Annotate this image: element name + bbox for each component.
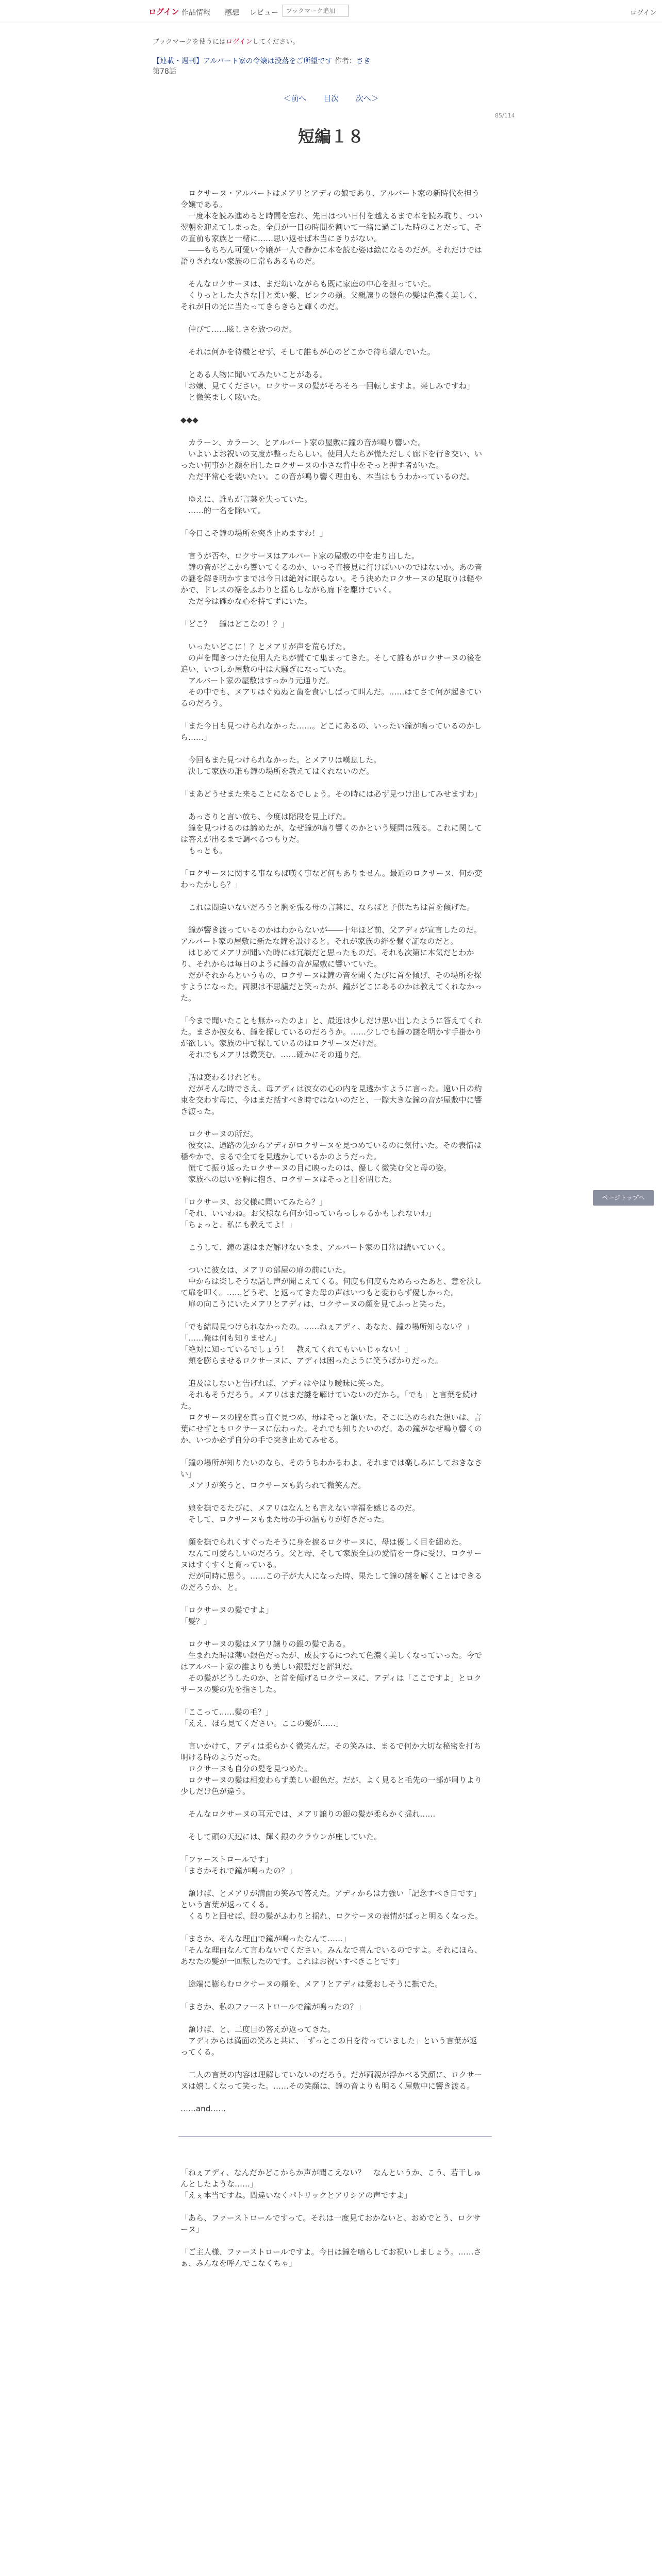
body-paragraph: ついに彼女は、メアリの部屋の扉の前にいた。 中からは楽しそうな話し声が聞こえてくる。何度も何度もためらったあと、意を決して扉を叩く。……どうぞ、と返ってきた母の声はいつもと変わらず優しかった。 扉の向こうにいたメアリとアディは、ロクサーヌの顔を見てふっと笑った。: [180, 1265, 483, 1309]
body-paragraph: 「鐘の場所が知りたいのなら、そのうちわかるわよ。それまでは楽しみにしておきなさい」 メアリが笑うと、ロクサーヌも釣られて微笑んだ。: [180, 1458, 483, 1490]
body-paragraph: 言うが否や、ロクサーヌはアルバート家の屋敷の中を走り出した。 鐘の音がどこから響いてくるのか、いっそ直接見に行けばいいのではないか。あの音の謎を解き明かすまでは今日は絶対に眠らない。そう決めたロクサーヌの足取りは軽やかで、ドレスの裾をふわりと揺らしながら廊下を駆けていく。 ただ今は確かな心を持てずにいた。: [180, 551, 483, 606]
body-paragraph: 顔を撫でられくすぐったそうに身を捩るロクサーヌに、母は優しく目を細めた。 なんて可愛らしいのだろう。父と母、そして家族全員の愛情を一身に受け、ロクサーヌはすくすくと育っている。 だが同時に思う。……この子が大人になった時、果たして鐘の謎を解くことはできるのだろうか、と。: [180, 1537, 483, 1592]
body-paragraph: 「どこ？ 鐘はどこなの！？」: [180, 619, 289, 629]
nav-item-info[interactable]: 作品情報: [181, 9, 210, 17]
body-paragraph: 「まさか、私のファーストロールで鐘が鳴ったの？」: [180, 2002, 366, 2011]
body-paragraph: 途端に膨らむロクサーヌの頬を、メアリとアディは愛おしそうに撫でた。: [180, 1979, 443, 1989]
body-paragraph: ゆえに、誰もが言葉を失っていた。 ……的一名を除いて。: [188, 495, 312, 515]
pager-top: [0, 93, 662, 104]
prev-link[interactable]: ＜前へ: [283, 94, 307, 103]
afterword-paragraph: 「ねぇアディ、なんだかどこからか声が聞こえない？ なんというか、こう、若干しゅんとしたような……」 「えぇ本当ですね。間違いなくパトリックとアリシアの声ですよ」: [180, 2168, 482, 2200]
body-paragraph: 「また今日も見つけられなかった……。どこにあるの、いったい鐘が鳴っているのかしら……」: [180, 721, 482, 742]
login-link[interactable]: ログイン: [148, 7, 179, 16]
body-paragraph: 今回もまた見つけられなかった。とメアリは嘆息した。 決して家族の誰も鐘の場所を教えてはくれないのだ。: [188, 755, 382, 776]
nav-item-review[interactable]: レビュー: [250, 9, 278, 17]
body-paragraph: ◆◆◆: [180, 415, 198, 425]
page-top-button[interactable]: ページトップへ: [593, 1190, 654, 1206]
series-tag: 【連載・週刊】: [153, 57, 203, 65]
section-divider: [178, 2136, 492, 2137]
series-title: アルバート家の令嬢は没落をご所望です: [203, 57, 333, 65]
body-paragraph: そんなロクサーヌの耳元では、メアリ譲りの銀の髪が柔らかく揺れ……: [180, 1809, 436, 1819]
author-name[interactable]: さき: [356, 57, 371, 65]
body-paragraph: それは何かを待機とせず、そして誰もが心のどこかで待ち望んでいた。: [180, 347, 435, 357]
body-paragraph: いったいどこに！？とメアリが声を荒らげた。 の声を聞きつけた使用人たちが慌てて集まってきた。そして誰もがロクサーヌの後を追い、いつしか屋敷の中は大騒ぎになっていた。 アルバート家の屋敷はすっかり元通りだ。 その中でも、メアリはぐぬぬと歯を食いしばって叫んだ。……はてさて何が起きているのだろう。: [180, 642, 483, 708]
body-paragraph: 「まあどうせまた来ることになるでしょう。その時には必ず見つけ出してみせますわ」: [180, 789, 482, 799]
user-login-link[interactable]: ログイン: [630, 9, 657, 17]
author-prefix: 作者：: [334, 57, 356, 65]
body-paragraph: 娘を撫でるたびに、メアリはなんとも言えない幸福を感じるのだ。 そして、ロクサーヌもまた母の手の温もりが好きだった。: [188, 1503, 420, 1524]
body-paragraph: とある人物に聞いてみたいことがある。 「お嬢、見てください。ロクサーヌの髪がそろそろ一回転しますよ。楽しみですね」 と微笑ましく呟いた。: [180, 370, 475, 402]
body-paragraph: ロクサーヌの髪はメアリ譲りの銀の髪である。 生まれた時は薄い銀色だったが、成長するにつれて色濃く美しくなっていった。今ではアルバート家の誰よりも美しい銀髪だと評判だ。 その髪がどうしたのか、と首を傾げるロクサーヌに、アディは「ここですよ」とロクサーヌの髪の先を指さした。: [180, 1639, 482, 1694]
body-paragraph: 「でも結局見つけられなかったの。……ねぇアディ、あなた、鐘の場所知らない？」 「……俺は何も知りません」 「絶対に知っているでしょう！ 教えてくれてもいいじゃない！」 頬を膨らませるロクサーヌに、アディは困ったように笑うばかりだった。: [180, 1322, 474, 1365]
next-link[interactable]: 次へ＞: [355, 94, 379, 103]
body-paragraph: ロクサーヌ・アルバートはメアリとアディの娘であり、アルバート家の新時代を担う令嬢である。 一度本を読み進めると時間を忘れ、先日はつい日付を越えるまで本を読み耽り、つい翌朝を迎えてしまった。全員が一日の時間を割いて一緒に過ごした時のことだって、その直前も家族と一緒に……思い返せば本当にきりがない。 ――もちろん可愛い令嬢が一人で静かに本を読む姿は絵になるのだが。それだけでは語りきれない家族の日常もあるものだ。: [180, 189, 483, 266]
page-number: 85/114: [495, 112, 515, 119]
body-paragraph: 頷けば、とメアリが満面の笑みで答えた。アディからは力強い「記念すべき日です」という言葉が返ってくる。 くるりと回せば、銀の髪がふわりと揺れ、ロクサーヌの表情がぱっと明るくなった。: [180, 1889, 483, 1921]
afterword-body: [180, 2167, 485, 2280]
series-title-link[interactable]: [153, 56, 371, 66]
body-paragraph: ……and……: [180, 2104, 226, 2113]
index-link[interactable]: 目次: [323, 94, 339, 103]
body-paragraph: 「今日こそ鐘の場所を突き止めますわ！」: [180, 529, 328, 538]
afterword-paragraph: 「ご主人様、ファーストロールですよ。今日は鐘を鳴らしてお祝いしましょう。……さぁ、みんなを呼んでこなくちゃ」: [180, 2247, 482, 2268]
notice-login-link[interactable]: ログイン: [226, 38, 253, 46]
chapter-label: 第78話: [153, 67, 176, 76]
body-paragraph: ロクサーヌの所だ。 彼女は、通路の先からアディがロクサーヌを見つめているのに気付いた。その表情は穏やかで、まるで全てを見透かしているかのようだった。 慌てて振り返ったロクサーヌの目に映ったのは、優しく微笑む父と母の姿。 家族への思いを胸に抱き、ロクサーヌはそっと目を閉じた。: [180, 1129, 482, 1184]
body-paragraph: 頷けば、と、二度目の答えが返ってきた。 アディからは満面の笑みと共に、「ずっとこの日を待っていました」という言葉が返ってくる。: [180, 2025, 477, 2057]
afterword-paragraph: 「あら、ファーストロールですって。それは一度見ておかないと、おめでとう、ロクサーヌ」: [180, 2213, 481, 2234]
body-paragraph: 仲びて……眩しさを放つのだ。: [180, 325, 297, 334]
body-paragraph: 「ロクサーヌ、お父様に聞いてみたら？」 「それ、いいわね。お父様なら何か知っていらっしゃるかもしれないわ」 「ちょっと、私にも教えてよ！」: [180, 1197, 436, 1229]
body-paragraph: そんなロクサーヌは、まだ幼いながらも既に家庭の中心を担っていた。 くりっとした大きな目と柔い髪、ピンクの頬。父親譲りの銀色の髪は色濃く美しく、それが日の光に当たってきらきらと輝くのだ。: [180, 279, 482, 311]
body-paragraph: 鐘が響き渡っているのかはわからないが――十年ほど前、父アディが宣言したのだ。アルバート家の屋敷に新たな鐘を設けると。それが家族の絆を繋ぐ証なのだと。 はじめてメアリが聞いた時には冗談だと思ったものだ。それも次第に本気だとわかり、それからは毎日のように鐘の音が屋敷に響いていた。 だがそれからというもの、ロクサーヌは鐘の音を聞くたびに首を傾げ、その場所を探すようになった。両親は不思議だと笑ったが、鐘がどこにあるのかは教えてくれなかった。: [180, 925, 483, 1003]
body-paragraph: こうして、鐘の謎はまだ解けないまま、アルバート家の日常は続いていく。: [180, 1243, 450, 1252]
body-paragraph: 言いかけて、アディは柔らかく微笑んだ。その笑みは、まるで何か大切な秘密を打ち明ける時のようだった。 ロクサーヌも自分の髪を見つめた。 ロクサーヌの髪は相変わらず美しい銀色だ。だが、よく見ると毛先の一部が周りより少しだけ色が違う。: [180, 1741, 483, 1796]
bookmark-input[interactable]: [283, 5, 349, 17]
body-paragraph: 二人の言葉の内容は理解していないのだろう。だが両親が浮かべる笑顔に、ロクサーヌは嬉しくなって笑った。……その笑顔は、鐘の音よりも明るく屋敷中に響き渡る。: [180, 2070, 483, 2091]
body-paragraph: 「ロクサーヌの髪ですよ」 「髪？」: [180, 1605, 274, 1626]
body-paragraph: 「ファーストロールです」 「まさかそれで鐘が鳴ったの？」: [180, 1855, 297, 1875]
body-paragraph: 「今まで聞いたことも無かったのよ」と、最近は少しだけ思い出したように答えてくれた。まさか彼女も、鐘を探しているのだろうか。……少しでも鐘の謎を明かす手掛かりが欲しい。家族の中で探しているのはロクサーヌだけだ。 それでもメアリは微笑む。……確かにその通りだ。: [180, 1016, 483, 1059]
chapter-title: 短編１８: [297, 127, 364, 146]
body-paragraph: そして頭の天辺には、輝く銀のクラウンが座していた。: [180, 1832, 382, 1841]
body-paragraph: 追及はしないと告げれば、アディはやはり曖昧に笑った。 それもそうだろう。メアリはまだ謎を解けていないのだから。「でも」と言葉を続けた。 ロクサーヌの瞳を真っ直ぐ見つめ、母はそっと頷いた。そこに込められた想いは、言葉にせずともロクサーヌに伝わった。それでも知りたいのだ。あの鐘がなぜ鳴り響くのか、いつか必ず自分の手で突き止めてみせる。: [180, 1379, 482, 1445]
nav-item-reviews[interactable]: 感想: [225, 9, 239, 17]
body-paragraph: あっさりと言い放ち、今度は階段を見上げた。 鐘を見つけるのは諦めたが、なぜ鐘が鳴り響くのかという疑問は残る。これに関しては答えが出るまで調べるつもりだ。 もっとも。: [180, 812, 483, 855]
bookmark-notice: [153, 36, 299, 46]
top-bar: [0, 0, 662, 23]
body-paragraph: 「ロクサーヌに関する事ならば嘆く事など何もありません。最近のロクサーヌ、何か変わったかしら？」: [180, 869, 483, 889]
body-paragraph: これは間違いないだろうと胸を張る母の言葉に、ならばと子供たちは首を傾げた。: [180, 903, 475, 912]
body-paragraph: カラーン、カラーン、とアルバート家の屋敷に鐘の音が鳴り響いた。 いよいよお祝いの支度が整ったらしい。使用人たちが慌ただしく廊下を行き交い、いったい何事かと顔を出したロクサーヌの小さな背中をそっと押す者がいた。 ただ平常心を装いたい。この音が鳴り響く理由も、本当はもうわかっているのだ。: [180, 438, 483, 481]
body-paragraph: 話は変わるけれども。 だがそんな時でさえ、母アディは彼女の心の内を見透かすように言った。遠い日の約束を交わす母に、今はまだ話すべき時ではないのだと、一際大きな鐘の音が屋敷中に響き渡った。: [180, 1073, 482, 1116]
body-paragraph: 「ここって……髪の毛？」 「ええ、ほら見てください。ここの髪が……」: [180, 1707, 343, 1728]
novel-body: [180, 188, 485, 2126]
notice-suffix: してください。: [252, 38, 300, 46]
body-paragraph: 「まさか、そんな理由で鐘が鳴ったなんて……」 「そんな理由なんて言わないでください。みんなで喜んでいるのですよ。それにほら、あなたの髪が一回転したのです。これはお祝いすべきことです」: [180, 1934, 483, 1966]
notice-prefix: ブックマークを使うには: [153, 38, 226, 46]
